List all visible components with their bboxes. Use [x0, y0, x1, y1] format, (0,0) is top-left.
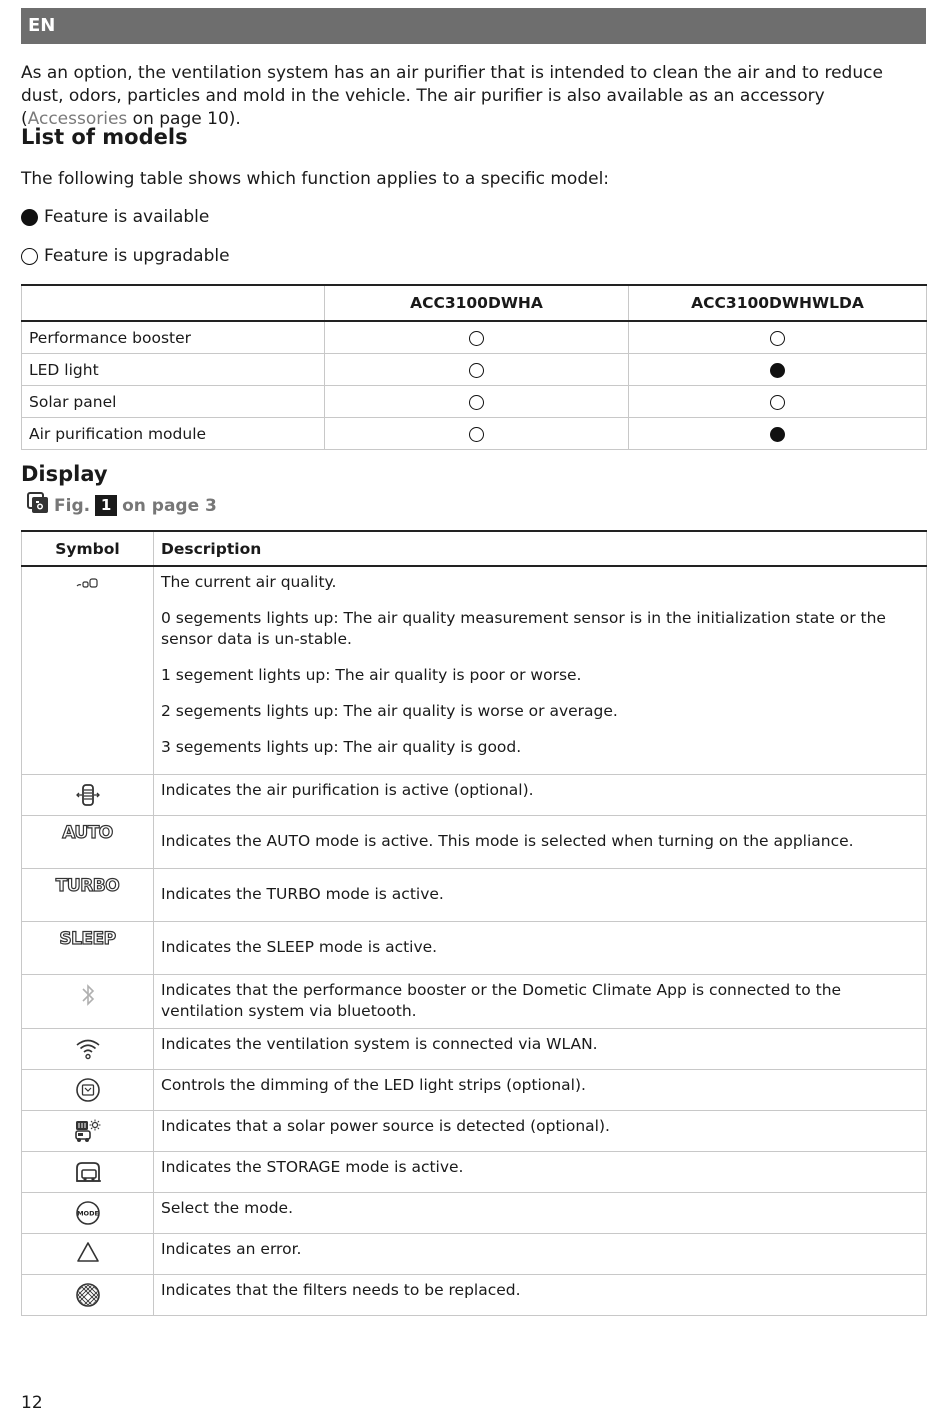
symbol-row	[22, 974, 927, 1028]
intro-text-after: on page 10).	[127, 109, 241, 129]
empty-circle-icon	[469, 363, 484, 378]
model-2-status	[629, 418, 927, 450]
filled-circle-icon	[21, 209, 38, 226]
description-cell	[154, 1110, 927, 1151]
model-1-status	[325, 418, 629, 450]
feature-name: Solar panel	[22, 386, 325, 418]
accessories-link[interactable]: Accessories	[27, 109, 128, 129]
language-code: EN	[28, 15, 56, 36]
description-text: 0 segements lights up: The air quality measurement sensor is in the initialization state or the sensor data is un-stable.	[161, 609, 886, 648]
symbol-row	[22, 815, 927, 868]
symbol-cell	[22, 1274, 154, 1315]
symbol-cell	[22, 974, 154, 1028]
models-table-row	[22, 418, 927, 450]
error-warning-icon	[76, 1249, 100, 1267]
figure-page: on page 3	[122, 495, 217, 516]
description-text: Indicates an error.	[161, 1239, 302, 1258]
figure-number: 1	[95, 495, 117, 516]
symbol-cell	[22, 1069, 154, 1110]
intro-paragraph	[21, 62, 926, 131]
model-1-status	[325, 386, 629, 418]
intro-text-before: As an option, the ventilation system has an air purifier that is intended to clean the air and to reduce dust, odors, particles and mold in the vehicle. The air purifier is also available as an accessory (	[21, 63, 883, 129]
model-1-status	[325, 321, 629, 354]
empty-circle-icon	[469, 331, 484, 346]
display-symbols-table	[21, 530, 927, 1316]
description-text: Indicates the air purification is active (optional).	[161, 780, 534, 799]
legend-available	[21, 206, 209, 228]
description-cell	[154, 566, 927, 774]
figure-label: Fig.	[54, 495, 91, 516]
models-table-row	[22, 386, 927, 418]
bluetooth-icon	[80, 994, 96, 1012]
symbol-cell	[22, 774, 154, 815]
description-text: Select the mode.	[161, 1198, 293, 1217]
symbol-row	[22, 1151, 927, 1192]
model-2-status	[629, 386, 927, 418]
description-text: Indicates that a solar power source is detected (optional).	[161, 1116, 610, 1135]
symbol-row	[22, 921, 927, 974]
description-text: 3 segements lights up: The air quality is good.	[161, 738, 522, 756]
figure-reference[interactable]	[27, 492, 217, 519]
description-cell	[154, 868, 927, 921]
solar-power-icon	[74, 1130, 102, 1148]
empty-circle-icon	[469, 427, 484, 442]
description-cell	[154, 921, 927, 974]
camera-figure-icon	[27, 492, 49, 519]
filled-circle-icon	[770, 363, 785, 378]
svg-text:MODE: MODE	[76, 1209, 99, 1217]
symbol-row	[22, 1110, 927, 1151]
description-text: 2 segements lights up: The air quality is worse or average.	[161, 702, 618, 720]
symbol-row	[22, 1233, 927, 1274]
led-dimming-icon	[75, 1089, 101, 1107]
description-cell	[154, 815, 927, 868]
air-quality-icon	[75, 574, 101, 592]
page-number: 12	[21, 1393, 43, 1413]
description-text: Indicates the AUTO mode is active. This mode is selected when turning on the appliance.	[161, 831, 854, 850]
description-text: Indicates that the filters needs to be replaced.	[161, 1280, 521, 1299]
filter-replace-icon	[75, 1294, 101, 1312]
filled-circle-icon	[770, 427, 785, 442]
models-table-row	[22, 354, 927, 386]
description-cell	[154, 1274, 927, 1315]
model-1-status	[325, 354, 629, 386]
feature-name: Air purification module	[22, 418, 325, 450]
description-cell	[154, 1028, 927, 1069]
symbol-row	[22, 868, 927, 921]
mode-button-icon	[75, 1209, 101, 1230]
symbol-cell	[22, 1028, 154, 1069]
description-text: Indicates that the performance booster or the Dometic Climate App is connected to the ventilation system via bluetooth.	[161, 980, 842, 1020]
symbol-cell	[22, 1233, 154, 1274]
symbol-row	[22, 1274, 927, 1315]
language-header-bar	[21, 8, 926, 44]
symbol-row	[22, 1028, 927, 1069]
legend-upgradable	[21, 245, 230, 267]
legend-available-label: Feature is available	[44, 207, 210, 227]
symbol-row	[22, 566, 927, 774]
models-col-feature	[22, 285, 325, 321]
turbo-mode-icon: TURBO	[55, 875, 120, 896]
models-table-row	[22, 321, 927, 354]
description-cell	[154, 1069, 927, 1110]
description-cell	[154, 774, 927, 815]
description-text: Indicates the TURBO mode is active.	[161, 884, 444, 903]
empty-circle-icon	[21, 248, 38, 265]
symbol-cell	[22, 1110, 154, 1151]
symbol-cell	[22, 1151, 154, 1192]
description-cell	[154, 1151, 927, 1192]
symbol-row	[22, 774, 927, 815]
empty-circle-icon	[469, 395, 484, 410]
symbol-column-header: Symbol	[22, 531, 154, 566]
description-cell	[154, 1192, 927, 1233]
models-table	[21, 284, 927, 450]
description-text: 1 segement lights up: The air quality is poor or worse.	[161, 666, 582, 684]
legend-upgradable-label: Feature is upgradable	[44, 246, 230, 266]
empty-circle-icon	[770, 395, 785, 410]
symbol-cell	[22, 566, 154, 774]
description-text: Controls the dimming of the LED light strips (optional).	[161, 1075, 586, 1094]
symbol-row	[22, 1069, 927, 1110]
description-text: Indicates the ventilation system is connected via WLAN.	[161, 1034, 598, 1053]
description-column-header: Description	[154, 531, 927, 566]
description-cell	[154, 974, 927, 1028]
description-cell	[154, 1233, 927, 1274]
symbol-cell	[22, 815, 154, 868]
sleep-mode-icon: SLEEP	[59, 928, 116, 949]
air-purification-icon	[75, 794, 101, 812]
description-text: Indicates the SLEEP mode is active.	[161, 937, 438, 956]
symbol-cell	[22, 1192, 154, 1233]
description-text: The current air quality.	[161, 573, 337, 591]
empty-circle-icon	[770, 331, 785, 346]
description-text: Indicates the STORAGE mode is active.	[161, 1157, 464, 1176]
symbol-cell	[22, 921, 154, 974]
feature-name: LED light	[22, 354, 325, 386]
symbol-row	[22, 1192, 927, 1233]
feature-name: Performance booster	[22, 321, 325, 354]
models-lead-text: The following table shows which function applies to a specific model:	[21, 169, 610, 189]
auto-mode-icon: AUTO	[62, 822, 113, 843]
models-col-model-2: ACC3100DWHWLDA	[629, 285, 927, 321]
model-2-status	[629, 354, 927, 386]
storage-mode-icon	[74, 1173, 102, 1191]
wlan-icon	[74, 1046, 102, 1064]
display-section-title: Display	[21, 462, 108, 486]
models-col-model-1: ACC3100DWHA	[325, 285, 629, 321]
models-section-title: List of models	[21, 125, 188, 149]
symbol-cell	[22, 868, 154, 921]
model-2-status	[629, 321, 927, 354]
